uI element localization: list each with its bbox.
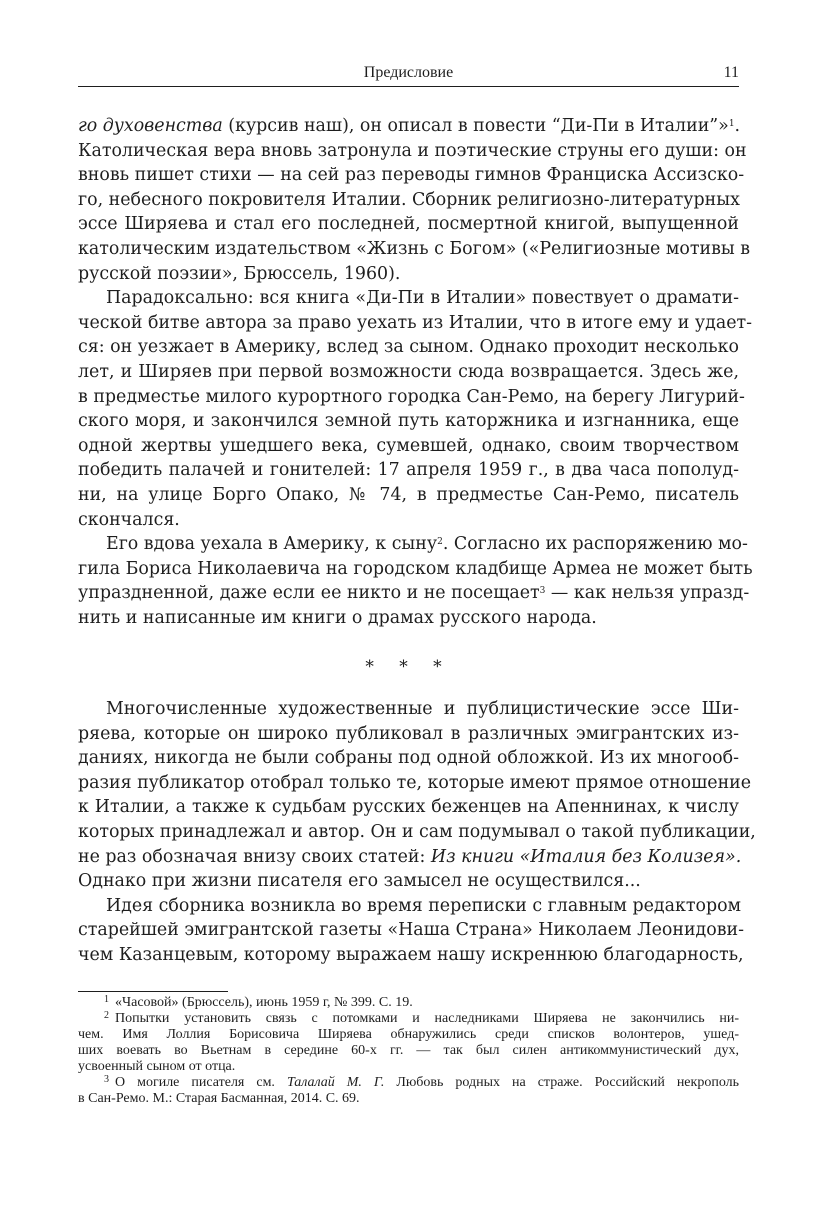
text-line: даниях, никогда не были собраны под одной обложкой. Из их многооб- bbox=[78, 748, 739, 769]
footnote-line: в Сан-Ремо. М.: Старая Басманная, 2014. С. 69. bbox=[78, 1091, 360, 1106]
text-line: не раз обозначая внизу своих статей: Из книги «Италия без Колизея». bbox=[78, 846, 742, 867]
text-line: Многочисленные художественные и публицистические эссе Ши- bbox=[106, 699, 739, 719]
text-line: Парадоксально: вся книга «Ди-Пи в Италии» повествует о драмати- bbox=[106, 288, 739, 309]
main-text bbox=[78, 114, 753, 630]
text-line: скончался. bbox=[78, 509, 180, 530]
text-line: ческой битве автора за право уехать из Италии, что в итоге ему и удает- bbox=[78, 312, 753, 333]
text-line: ского моря, и закончился земной путь каторжника и изгнанника, еще bbox=[78, 411, 739, 432]
footnote-ref: 1 bbox=[728, 119, 735, 129]
footnote-ref: 3 bbox=[539, 586, 546, 597]
text-line: русской поэзии», Брюссель, 1960). bbox=[78, 263, 401, 284]
footnote-line: ших воевать во Вьетнам в середине 60-х гг. — так был силен антикоммунистический дух, bbox=[78, 1043, 739, 1058]
running-header bbox=[78, 64, 739, 87]
text-line: одной жертвы ушедшего века, сумевшей, однако, своим творчеством bbox=[78, 435, 739, 456]
text-line: в предместье милого курортного городка Сан-Ремо, на берегу Лигурий- bbox=[78, 386, 745, 407]
footnote-1: $^1$ «Часовой» (Брюссель), июнь 1959 г, № 399. С. 19. bbox=[104, 994, 413, 1010]
text-line: ни, на улице Борго Опако, № 74, в предместье Сан-Ремо, писатель bbox=[78, 484, 739, 505]
text-line: Однако при жизни писателя его замысел не осуществился... bbox=[78, 871, 641, 892]
text-line: нить и написанные им книги о драмах русского народа. bbox=[78, 607, 597, 628]
section-separator: * * * bbox=[365, 657, 452, 677]
book-page bbox=[78, 0, 756, 1211]
italic-title: Из книги «Италия без Колизея». bbox=[430, 846, 742, 867]
text-line: Идея сборника возникла во время переписки с главным редактором bbox=[106, 895, 742, 916]
running-header-title: Предисловие bbox=[363, 64, 454, 81]
text-line: лет, и Ширяев при первой возможности сюда возвращается. Здесь же, bbox=[78, 361, 739, 382]
text-line: разия публикатор отобрал только те, которые имеют прямое отношение bbox=[78, 772, 752, 793]
text-line: католическим издательством «Жизнь с Богом» («Религиозные мотивы в bbox=[78, 238, 751, 259]
text-line: го духовенства (курсив наш), он описал в повести “Ди-Пи в Италии”»$^1$. bbox=[78, 116, 741, 136]
footnote-line: усвоенный сыном от отца. bbox=[78, 1059, 236, 1074]
text-line: вновь пишет стихи — на сей раз переводы гимнов Франциска Ассизско- bbox=[78, 165, 745, 186]
text-line: го, небесного покровителя Италии. Сборник религиозно-литературных bbox=[78, 189, 740, 210]
footnote-2: $^2$ Попытки установить связь с потомками и наследниками Ширяева не закончились ни- bbox=[104, 1010, 739, 1026]
text-line: Католическая вера вновь затронула и поэтические струны его души: он bbox=[78, 140, 747, 161]
footnotes bbox=[78, 995, 739, 1107]
text-line: победить палачей и гонителей: 17 апреля 1959 г., в два часа пополуд- bbox=[78, 460, 739, 481]
footnote-divider bbox=[78, 991, 228, 992]
page-number: 11 bbox=[723, 64, 739, 81]
footnote-3: $^3$ О могиле писателя см. Талалай М. Г. Любовь родных на страже. Российский некрополь bbox=[104, 1074, 740, 1090]
text-line: чем Казанцевым, которому выражаем нашу искреннюю благодарность, bbox=[78, 944, 744, 965]
text-line: ряева, которые он широко публиковал в различных эмигрантских из- bbox=[78, 723, 739, 744]
footnote-ref: 2 bbox=[437, 537, 443, 548]
text-line: эссе Ширяева и стал его последней, посмертной книгой, выпущенной bbox=[78, 214, 739, 235]
text-line: упраздненной, даже если ее никто и не посещает$^3$ — как нельзя упразд- bbox=[78, 583, 750, 604]
text-line: к Италии, а также к судьбам русских беженцев на Апеннинах, к числу bbox=[78, 797, 739, 818]
text-line: Его вдова уехала в Америку, к сыну$^2$. Согласно их распоряжению мо- bbox=[106, 534, 748, 555]
text-line: которых принадлежал и автор. Он и сам подумывал о такой публикации, bbox=[78, 821, 756, 842]
main-text-continued bbox=[78, 697, 756, 968]
text-line: ся: он уезжает в Америку, вслед за сыном. Однако проходит несколько bbox=[78, 337, 739, 358]
text-line: старейшей эмигрантской газеты «Наша Страна» Николаем Леонидови- bbox=[78, 920, 744, 941]
footnote-line: чем. Имя Лоллия Борисовича Ширяева обнаружились среди списков волонтеров, ушед- bbox=[78, 1027, 739, 1042]
text-line: гила Бориса Николаевича на городском кладбище Армеа не может быть bbox=[78, 558, 753, 579]
